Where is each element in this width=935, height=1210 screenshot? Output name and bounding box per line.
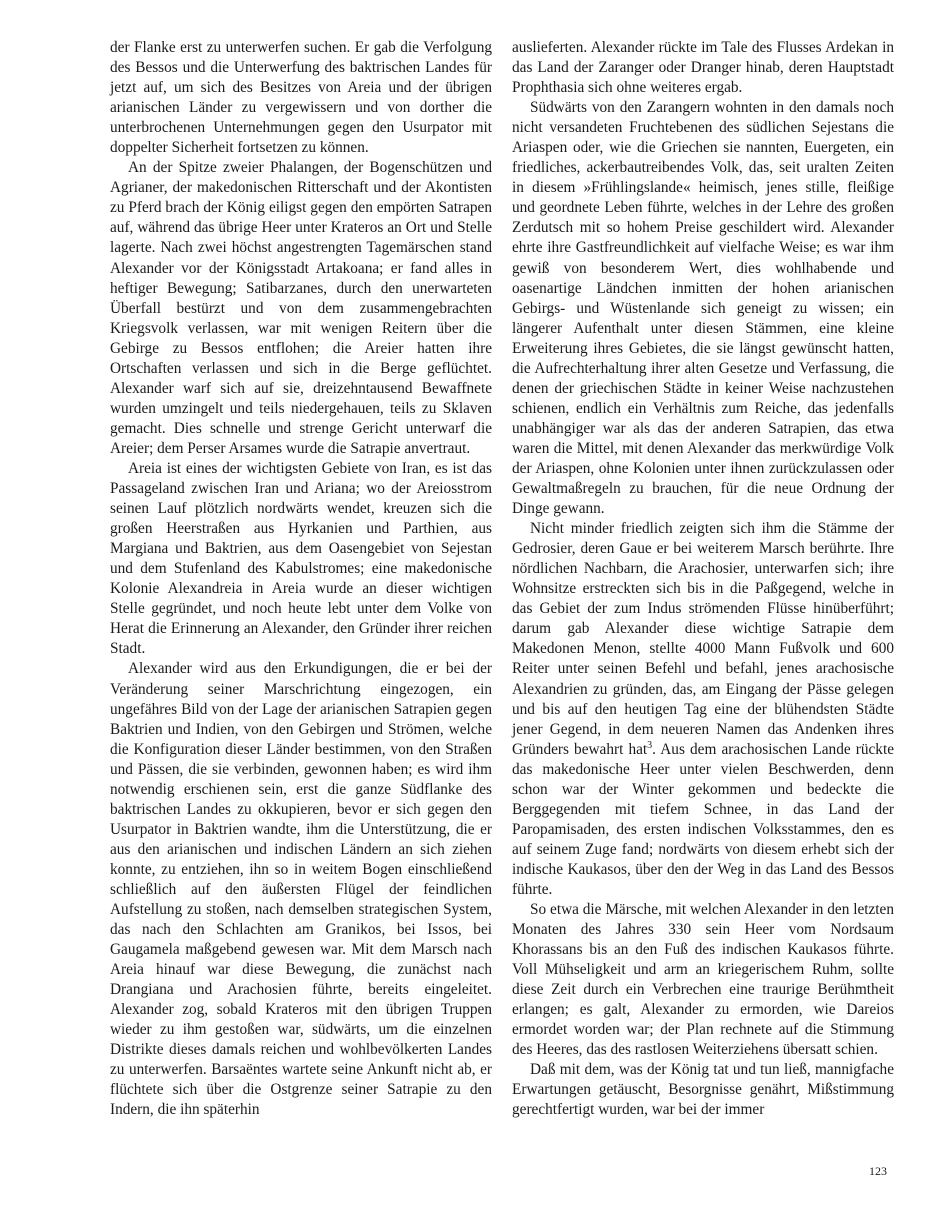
footnote-ref: 3 <box>647 739 653 751</box>
paragraph: An der Spitze zweier Phalangen, der Bogenschützen und Agrianer, der makedonischen Ritterschaft und der Akontisten zu Pferd brach der König eiligst gegen den empörten Satrapen auf, während das übrige Heer unter Krateros an Ort und Stelle lagerte. Nach zwei höchst angestrengten Tagemärschen stand Alexander vor der Königsstadt Artakoana; er fand alles in heftiger Bewegung; Satibarzanes, durch den unerwarteten Überfall bestürzt und von dem zusammengebrachten Kriegsvolk verlassen, war mit wenigen Reitern über die Gebirge zu Bessos entflohen; die Areier hatten ihre Ortschaften verlassen und sich in die Berge geflüchtet. Alexander warf sich auf sie, dreizehntausend Bewaffnete wurden umzingelt und teils niedergehauen, teils zu Sklaven gemacht. Dies schnelle und strenge Gericht unterwarf die Areier; dem Perser Arsames wurde die Satrapie anvertraut. <box>110 159 492 457</box>
paragraph: Südwärts von den Zarangern wohnten in den damals noch nicht versandeten Fruchtebenen des südlichen Sejestans die Ariaspen oder, wie die Griechen sie nannten, Euergeten, ein friedliches, ackerbautreibendes Volk, das, seit uralten Zeiten in diesem »Frühlingslande« heimisch, jenes stille, fleißige und geordnete Leben führte, welches in der Lehre des großen Zerdutsch mit so hohem Preise geschildert wird. Alexander ehrte ihre Gastfreundlichkeit auf vielfache Weise; es war ihm gewiß von besonderem Wert, dies wohlhabende und oasenartige Ländchen inmitten der hohen arianischen Gebirgs- und Wüstenlande sich geneigt zu wissen; ein längerer Aufenthalt unter diesen Stämmen, eine kleine Erweiterung ihres Gebietes, die sie längst gewünscht hatten, die Aufrechterhaltung ihrer alten Gesetze und Verfassung, die denen der griechischen Städte in keiner Weise nachzustehen schienen, endlich ein Verhältnis zum Reiche, das jedenfalls unabhängiger war als das der anderen Satrapien, das etwa waren die Mittel, mit denen Alexander das merkwürdige Volk der Ariaspen, ohne Kolonien unter ihnen zurückzulassen oder Gewaltmaßregeln zu brauchen, für die neue Ordnung der Dinge gewann. <box>512 99 894 518</box>
paragraph <box>512 519 894 900</box>
paragraph: auslieferten. Alexander rückte im Tale des Flusses Ardekan in das Land der Zaranger oder Dranger hinab, deren Hauptstadt Prophthasia sich ohne weiteres ergab. <box>512 39 894 97</box>
paragraph: Daß mit dem, was der König tat und tun ließ, mannigfache Erwartungen getäuscht, Besorgnisse genährt, Mißstimmung gerechtfertigt wurden, war bei der immer <box>512 1061 894 1119</box>
paragraph: Alexander wird aus den Erkundigungen, die er bei der Veränderung seiner Marschrichtung eingezogen, ein ungefähres Bild von der Lage der arianischen Satrapien gegen Baktrien und Indien, von den Gebirgen und Strömen, welche die Konfiguration dieser Länder bestimmen, von den Straßen und Pässen, die sie verbinden, gewonnen haben; es wird ihm notwendig erschienen sein, erst die ganze Südflanke des baktrischen Landes zu okkupieren, bevor er sich gegen den Usurpator in Baktrien wandte, ihm die Unterstützung, die er aus den arianischen und indischen Ländern an sich ziehen konnte, zu entziehen, ihn so in weitem Bogen einschließend schließlich auf den äußersten Flügel der feindlichen Aufstellung zu stoßen, nach demselben strategischen System, das nach den Schlachten am Granikos, bei Issos, bei Gaugamela maßgebend gewesen war. Mit dem Marsch nach Areia hinauf war diese Bewegung, die zunächst nach Drangiana und Arachosien führte, bereits eingeleitet. Alexander zog, sobald Krateros mit den übrigen Truppen wieder zu ihm gestoßen war, südwärts, um die einzelnen Distrikte dieses damals reichen und wohlbevölkerten Landes zu unterwerfen. Barsaëntes wartete seine Ankunft nicht ab, er flüchtete sich über die Ostgrenze seiner Satrapie zu den Indern, die ihn späterhin <box>110 660 492 1119</box>
page-number: 123 <box>869 1164 887 1178</box>
left-column <box>110 38 492 1121</box>
paragraph-text: Nicht minder friedlich zeigten sich ihm die Stämme der Gedrosier, deren Gaue er bei weiterem Marsch berührte. Ihre nördlichen Nachbarn, die Arachosier, unterwarfen sich; ihre Wohnsitze erstreckten sich bis in die Paßgegend, welche in das Gebiet der zum Indus strömenden Flüsse hinüberführt; darum gab Alexander diese wichtige Satrapie dem Makedonen Menon, stellte 4000 Mann Fußvolk und 600 Reiter unter seinen Befehl und befahl, jenes arachosische Alexandrien zu gründen, das, am Eingang der Pässe gelegen und bis auf den heutigen Tag eine der blühendsten Städte jener Gegend, in dem neueren Namen das Andenken ihres Gründers bewahrt hat <box>512 520 894 758</box>
paragraph: der Flanke erst zu unterwerfen suchen. Er gab die Verfolgung des Bessos und die Unterwerfung des baktrischen Landes für jetzt auf, um sich des Besitzes von Areia und der übrigen arianischen Länder zu vergewissern und von dorther die unterbrochenen Unternehmungen gegen den Usurpator mit doppelter Sicherheit fortsetzen zu können. <box>110 39 492 157</box>
right-column <box>512 38 894 1121</box>
paragraph: Areia ist eines der wichtigsten Gebiete von Iran, es ist das Passageland zwischen Iran und Ariana; wo der Areiosstrom seinen Lauf plötzlich nordwärts wendet, kreuzen sich die großen Heerstraßen aus Hyrkanien und Parthien, aus Margiana und Baktrien, aus dem Oasengebiet von Sejestan und dem Stufenland des Kabulstromes; eine makedonische Kolonie Alexandreia in Areia wurde an dieser wichtigen Stelle gegründet, und noch heute lebt unter dem Volke von Herat die Erinnerung an Alexander, den Gründer ihrer reichen Stadt. <box>110 459 492 658</box>
paragraph-text: . Aus dem arachosischen Lande rückte das makedonische Heer unter vielen Beschwerden, denn schon war der Winter gekommen und bedeckte die Berggegenden mit tiefem Schnee, in das Land der Paropamisaden, des ersten indischen Volksstammes, den es auf seinem Zuge fand; nordwärts von diesem erhebt sich der indische Kaukasos, über den der Weg in das Land des Bessos führte. <box>512 740 894 898</box>
paragraph: So etwa die Märsche, mit welchen Alexander in den letzten Monaten des Jahres 330 sein Heer vom Nordsaum Khorassans bis an den Fuß des indischen Kaukasos führte. Voll Mühseligkeit und arm an kriegerischem Ruhm, sollte diese Zeit durch ein Verbrechen eine traurige Berühmtheit erlangen; es galt, Alexander zu ermorden, wie Dareios ermordet worden war; der Plan rechnete auf die Stimmung des Heeres, das des rastlosen Weiterziehens übersatt schien. <box>512 901 894 1059</box>
